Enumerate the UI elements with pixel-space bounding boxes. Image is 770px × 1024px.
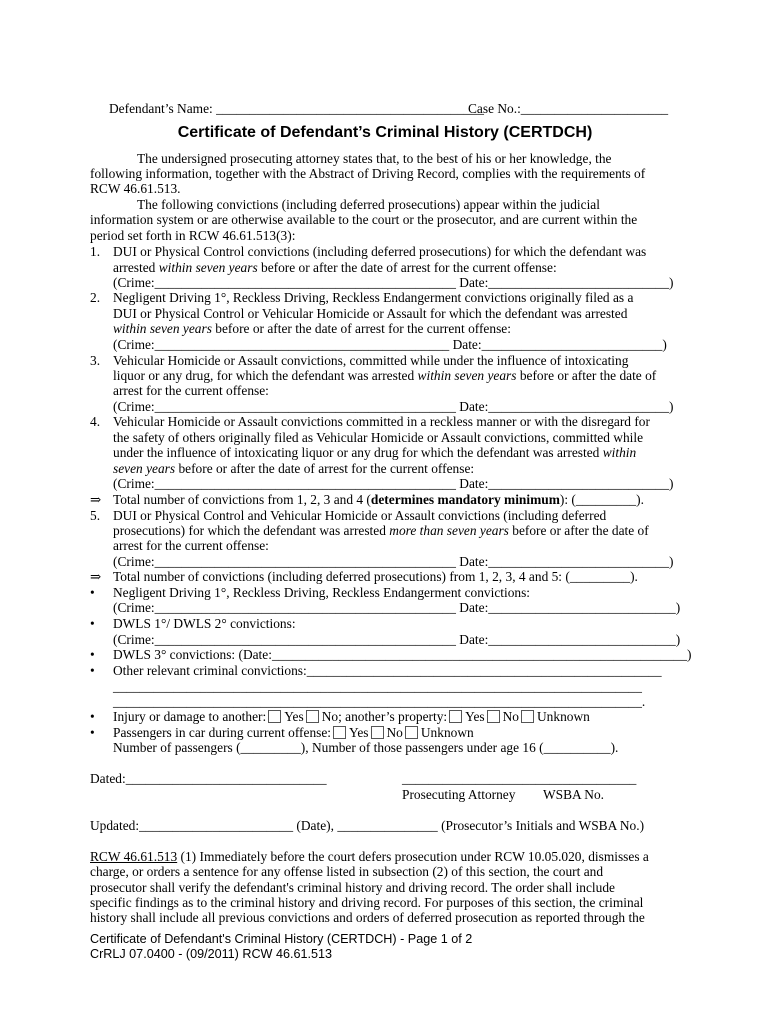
crime-date-field[interactable]: (Crime:_____________________________________________ Date:___________________________) bbox=[113, 554, 674, 569]
passengers-no-checkbox[interactable] bbox=[371, 726, 384, 739]
arrow-icon: ⇒ bbox=[90, 569, 102, 584]
item-text: DUI or Physical Control and Vehicular Homicide or Assault convictions (including deferred bbox=[113, 508, 607, 523]
para-line: information system or are otherwise available to the court or the prosecutor, and are current within the bbox=[90, 212, 638, 227]
updated-field[interactable]: Updated:_______________________ (Date), _______________ (Prosecutor’s Initials and WSBA No.) bbox=[90, 818, 645, 833]
statute-line: charge, or orders a sentence for any offense listed in subsection (2) of this section, the court and bbox=[90, 864, 604, 879]
passengers-unknown-checkbox[interactable] bbox=[405, 726, 418, 739]
statute-link[interactable]: RCW 46.61.513 bbox=[90, 849, 178, 864]
item-text: prosecutions) for which the defendant was arrested more than seven years before or after the date of bbox=[113, 523, 649, 538]
bullet-icon: • bbox=[90, 663, 95, 678]
injury-row: Injury or damage to another: Yes No; another’s property: Yes No Unknown bbox=[113, 709, 590, 724]
item-text: arrested within seven years before or after the date of arrest for the current offense: bbox=[113, 260, 557, 275]
other-convictions-field[interactable]: Other relevant criminal convictions:_____________________________________________________ bbox=[113, 663, 662, 678]
total-mandatory-field[interactable]: Total number of convictions from 1, 2, 3 and 4 (determines mandatory minimum): (_________). bbox=[113, 492, 644, 507]
dwls3-date-field[interactable]: DWLS 3° convictions: (Date:______________________________________________________________) bbox=[113, 647, 692, 662]
item-text: within seven years before or after the date of arrest for the current offense: bbox=[113, 321, 511, 336]
arrow-icon: ⇒ bbox=[90, 492, 102, 507]
crime-date-field[interactable]: (Crime:_____________________________________________ Date:___________________________) bbox=[113, 399, 674, 414]
item-text: Negligent Driving 1°, Reckless Driving, Reckless Endangerment convictions originally filed as a bbox=[113, 290, 634, 305]
page-title: Certificate of Defendant’s Criminal History (CERTDCH) bbox=[177, 124, 593, 141]
crime-date-field[interactable]: (Crime:____________________________________________ Date:___________________________) bbox=[113, 337, 667, 352]
para-line: The following convictions (including deferred prosecutions) appear within the judicial bbox=[137, 197, 600, 212]
item-number: 3. bbox=[90, 353, 101, 368]
dated-field[interactable]: Dated:______________________________ bbox=[90, 771, 327, 786]
item-text: Vehicular Homicide or Assault convictions committed in a reckless manner or with the disregard for bbox=[113, 414, 650, 429]
intro-line: following information, together with the Abstract of Driving Record, complies with the requirements of bbox=[90, 166, 646, 181]
passenger-count-field[interactable]: Number of passengers (_________), Number of those passengers under age 16 (__________). bbox=[113, 740, 619, 755]
bullet-icon: • bbox=[90, 585, 95, 600]
statute-line: RCW 46.61.513 (1) Immediately before the court defers prosecution under RCW 10.05.020, dismisses a bbox=[90, 849, 649, 864]
intro-line: The undersigned prosecuting attorney states that, to the best of his or her knowledge, the bbox=[137, 151, 612, 166]
crime-date-field[interactable]: (Crime:_____________________________________________ Date:____________________________) bbox=[113, 632, 681, 647]
attorney-label: Prosecuting Attorney bbox=[402, 787, 516, 802]
item-number: 2. bbox=[90, 290, 101, 305]
passengers-yes-checkbox[interactable] bbox=[333, 726, 346, 739]
item-text: DUI or Physical Control convictions (including deferred prosecutions) for which the defendant was bbox=[113, 244, 647, 259]
crime-date-field[interactable]: (Crime:_____________________________________________ Date:___________________________) bbox=[113, 476, 674, 491]
signature-line[interactable]: ___________________________________ bbox=[402, 771, 637, 786]
item-text: liquor or any drug, for which the defendant was arrested within seven years before or after the date of bbox=[113, 368, 657, 383]
blank-line[interactable]: _______________________________________________________________________________ bbox=[113, 679, 642, 694]
item-text: under the influence of intoxicating liquor or any drug for which the defendant was arrested within bbox=[113, 445, 637, 460]
item-number: 4. bbox=[90, 414, 101, 429]
statute-line: prosecutor shall verify the defendant's criminal history and driving record. The order shall include bbox=[90, 880, 615, 895]
bullet-icon: • bbox=[90, 725, 95, 740]
bullet-icon: • bbox=[90, 709, 95, 724]
injury-yes-checkbox[interactable] bbox=[268, 710, 281, 723]
item-text: the safety of others originally filed as Vehicular Homicide or Assault convictions, committed while bbox=[113, 430, 644, 445]
property-no-checkbox[interactable] bbox=[487, 710, 500, 723]
injury-no-checkbox[interactable] bbox=[306, 710, 319, 723]
item-number: 1. bbox=[90, 244, 101, 259]
item-text: Negligent Driving 1°, Reckless Driving, Reckless Endangerment convictions: bbox=[113, 585, 531, 600]
para-line: period set forth in RCW 46.61.513(3): bbox=[90, 228, 296, 243]
wsba-label: WSBA No. bbox=[543, 787, 605, 802]
bullet-icon: • bbox=[90, 616, 95, 631]
item-number: 5. bbox=[90, 508, 101, 523]
footer-form-id: CrRLJ 07.0400 - (09/2011) RCW 46.61.513 bbox=[90, 947, 332, 961]
item-text: arrest for the current offense: bbox=[113, 383, 269, 398]
case-number-field[interactable]: Case No.:______________________ bbox=[468, 101, 669, 116]
passengers-row: Passengers in car during current offense: Yes No Unknown bbox=[113, 725, 474, 740]
property-unknown-checkbox[interactable] bbox=[521, 710, 534, 723]
defendant-name-field[interactable]: Defendant’s Name: ________________________________________ bbox=[109, 101, 484, 116]
item-text: arrest for the current offense: bbox=[113, 538, 269, 553]
intro-line: RCW 46.61.513. bbox=[90, 181, 181, 196]
item-text: seven years before or after the date of arrest for the current offense: bbox=[113, 461, 475, 476]
total-all-field[interactable]: Total number of convictions (including deferred prosecutions) from 1, 2, 3, 4 and 5: (_________). bbox=[113, 569, 638, 584]
bullet-icon: • bbox=[90, 647, 95, 662]
footer-title: Certificate of Defendant's Criminal History (CERTDCH) - Page 1 of 2 bbox=[90, 932, 473, 946]
item-text: DUI or Physical Control or Vehicular Homicide or Assault for which the defendant was arrested bbox=[113, 306, 628, 321]
statute-line: specific findings as to the criminal history and driving record. For purposes of this section, the criminal bbox=[90, 895, 644, 910]
crime-date-field[interactable]: (Crime:_____________________________________________ Date:___________________________) bbox=[113, 275, 674, 290]
blank-line[interactable]: _______________________________________________________________________________. bbox=[113, 694, 646, 709]
property-yes-checkbox[interactable] bbox=[449, 710, 462, 723]
statute-line: history shall include all previous convictions and orders of deferred prosecution as reported through the bbox=[90, 910, 645, 925]
item-text: DWLS 1°/ DWLS 2° convictions: bbox=[113, 616, 296, 631]
item-text: Vehicular Homicide or Assault convictions, committed while under the influence of intoxicating bbox=[113, 353, 629, 368]
crime-date-field[interactable]: (Crime:_____________________________________________ Date:____________________________) bbox=[113, 600, 681, 615]
